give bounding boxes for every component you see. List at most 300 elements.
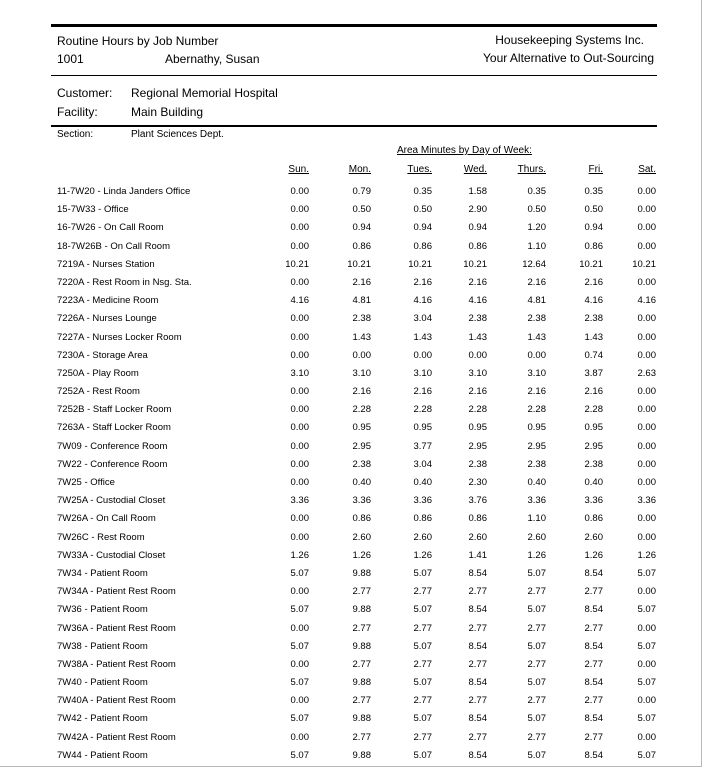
minutes-cell: 0.00 bbox=[290, 422, 309, 434]
minutes-cell: 3.10 bbox=[413, 367, 432, 379]
minutes-cell: 4.81 bbox=[527, 295, 546, 307]
minutes-cell: 2.16 bbox=[352, 386, 371, 398]
table-row bbox=[0, 310, 703, 328]
customer-value: Regional Memorial Hospital bbox=[131, 86, 278, 100]
minutes-cell: 0.00 bbox=[290, 276, 309, 288]
minutes-cell: 2.77 bbox=[468, 658, 487, 670]
area-name: 7223A - Medicine Room bbox=[57, 295, 159, 307]
minutes-cell: 0.00 bbox=[637, 440, 656, 452]
table-row bbox=[0, 383, 703, 401]
minutes-cell: 0.86 bbox=[413, 240, 432, 252]
minutes-cell: 5.07 bbox=[637, 640, 656, 652]
minutes-cell: 3.36 bbox=[637, 495, 656, 507]
minutes-cell: 0.00 bbox=[637, 331, 656, 343]
minutes-cell: 0.00 bbox=[290, 477, 309, 488]
area-name: 7W42A - Patient Rest Room bbox=[57, 731, 176, 743]
minutes-cell: 0.94 bbox=[413, 222, 432, 234]
minutes-cell: 0.35 bbox=[413, 186, 432, 197]
minutes-cell: 2.16 bbox=[527, 386, 546, 398]
minutes-cell: 0.86 bbox=[584, 240, 603, 252]
minutes-cell: 3.04 bbox=[413, 313, 432, 325]
minutes-cell: 3.36 bbox=[290, 495, 309, 507]
minutes-cell: 8.54 bbox=[468, 713, 487, 725]
area-name: 7219A - Nurses Station bbox=[57, 258, 155, 270]
minutes-cell: 5.07 bbox=[527, 604, 546, 616]
area-name: 7W22 - Conference Room bbox=[57, 458, 168, 470]
area-name: 7W40 - Patient Room bbox=[57, 677, 148, 689]
minutes-cell: 8.54 bbox=[468, 567, 487, 579]
minutes-cell: 2.77 bbox=[352, 622, 371, 634]
section-value: Plant Sciences Dept. bbox=[131, 129, 224, 140]
minutes-cell: 0.50 bbox=[352, 204, 371, 216]
minutes-cell: 2.77 bbox=[413, 586, 432, 598]
minutes-cell: 2.60 bbox=[527, 531, 546, 543]
minutes-cell: 0.95 bbox=[527, 422, 546, 434]
area-name: 7250A - Play Room bbox=[57, 367, 139, 379]
minutes-cell: 2.28 bbox=[584, 404, 603, 416]
minutes-cell: 1.43 bbox=[527, 331, 546, 343]
table-row bbox=[0, 547, 703, 565]
table-row bbox=[0, 292, 703, 310]
minutes-cell: 0.95 bbox=[584, 422, 603, 434]
area-name: 7226A - Nurses Lounge bbox=[57, 313, 157, 325]
minutes-cell: 2.77 bbox=[584, 658, 603, 670]
minutes-cell: 0.00 bbox=[637, 586, 656, 598]
minutes-cell: 2.77 bbox=[527, 695, 546, 707]
table-row bbox=[0, 365, 703, 383]
table-row bbox=[0, 492, 703, 510]
minutes-cell: 3.10 bbox=[290, 367, 309, 379]
minutes-cell: 0.00 bbox=[290, 531, 309, 543]
minutes-cell: 8.54 bbox=[584, 567, 603, 579]
area-name: 7W34A - Patient Rest Room bbox=[57, 586, 176, 598]
minutes-cell: 0.40 bbox=[584, 477, 603, 488]
minutes-cell: 3.10 bbox=[468, 367, 487, 379]
minutes-cell: 10.21 bbox=[463, 258, 487, 270]
minutes-cell: 2.28 bbox=[527, 404, 546, 416]
minutes-cell: 1.43 bbox=[413, 331, 432, 343]
minutes-cell: 3.36 bbox=[352, 495, 371, 507]
minutes-cell: 2.38 bbox=[584, 458, 603, 470]
minutes-cell: 2.28 bbox=[468, 404, 487, 416]
minutes-cell: 0.50 bbox=[413, 204, 432, 216]
day-header-mon: Mon. bbox=[348, 164, 371, 175]
day-header-thurs: Thurs. bbox=[517, 164, 546, 175]
minutes-cell: 2.77 bbox=[527, 731, 546, 743]
minutes-cell: 0.00 bbox=[637, 531, 656, 543]
minutes-cell: 5.07 bbox=[527, 640, 546, 652]
minutes-cell: 3.10 bbox=[527, 367, 546, 379]
minutes-cell: 0.00 bbox=[290, 622, 309, 634]
minutes-cell: 10.21 bbox=[285, 258, 309, 270]
minutes-cell: 1.43 bbox=[468, 331, 487, 343]
minutes-cell: 2.38 bbox=[468, 458, 487, 470]
minutes-cell: 9.88 bbox=[352, 713, 371, 725]
table-row bbox=[0, 474, 703, 492]
minutes-cell: 5.07 bbox=[290, 604, 309, 616]
minutes-cell: 0.00 bbox=[290, 222, 309, 234]
area-name: 7W44 - Patient Room bbox=[57, 749, 148, 761]
minutes-cell: 0.86 bbox=[352, 240, 371, 252]
minutes-cell: 0.00 bbox=[290, 240, 309, 252]
minutes-cell: 0.00 bbox=[637, 349, 656, 361]
minutes-cell: 2.60 bbox=[413, 531, 432, 543]
day-header-wed: Wed. bbox=[463, 164, 487, 175]
table-row bbox=[0, 401, 703, 419]
minutes-cell: 12.64 bbox=[522, 258, 546, 270]
minutes-cell: 9.88 bbox=[352, 604, 371, 616]
table-row bbox=[0, 601, 703, 619]
area-minutes-caption: Area Minutes by Day of Week: bbox=[397, 145, 532, 156]
minutes-cell: 0.00 bbox=[290, 513, 309, 525]
area-name: 7W25A - Custodial Closet bbox=[57, 495, 166, 507]
minutes-cell: 2.77 bbox=[413, 622, 432, 634]
minutes-cell: 5.07 bbox=[637, 677, 656, 689]
minutes-cell: 1.26 bbox=[352, 549, 371, 561]
minutes-cell: 5.07 bbox=[527, 749, 546, 761]
minutes-cell: 5.07 bbox=[413, 640, 432, 652]
minutes-cell: 2.77 bbox=[352, 586, 371, 598]
minutes-cell: 0.35 bbox=[527, 186, 546, 197]
area-name: 7252A - Rest Room bbox=[57, 386, 140, 398]
minutes-cell: 2.16 bbox=[584, 276, 603, 288]
table-row bbox=[0, 729, 703, 747]
area-name: 7227A - Nurses Locker Room bbox=[57, 331, 182, 343]
minutes-cell: 2.16 bbox=[584, 386, 603, 398]
minutes-cell: 2.77 bbox=[413, 731, 432, 743]
minutes-cell: 2.77 bbox=[527, 586, 546, 598]
minutes-cell: 3.36 bbox=[413, 495, 432, 507]
minutes-cell: 0.00 bbox=[637, 204, 656, 216]
minutes-cell: 2.38 bbox=[352, 458, 371, 470]
minutes-cell: 0.40 bbox=[352, 477, 371, 488]
minutes-cell: 2.95 bbox=[527, 440, 546, 452]
minutes-cell: 5.07 bbox=[637, 567, 656, 579]
minutes-cell: 0.00 bbox=[290, 204, 309, 216]
minutes-cell: 9.88 bbox=[352, 640, 371, 652]
minutes-cell: 0.86 bbox=[468, 240, 487, 252]
area-minutes-table bbox=[0, 183, 703, 765]
minutes-cell: 2.16 bbox=[527, 276, 546, 288]
minutes-cell: 3.77 bbox=[413, 440, 432, 452]
minutes-cell: 5.07 bbox=[637, 604, 656, 616]
minutes-cell: 2.28 bbox=[352, 404, 371, 416]
day-header-sun: Sun. bbox=[288, 164, 309, 175]
area-name: 7W33A - Custodial Closet bbox=[57, 549, 166, 561]
minutes-cell: 0.00 bbox=[290, 586, 309, 598]
minutes-cell: 8.54 bbox=[584, 640, 603, 652]
minutes-cell: 8.54 bbox=[468, 604, 487, 616]
day-header-fri: Fri. bbox=[588, 164, 603, 175]
minutes-cell: 5.07 bbox=[290, 713, 309, 725]
minutes-cell: 0.00 bbox=[637, 222, 656, 234]
minutes-cell: 0.00 bbox=[290, 349, 309, 361]
minutes-cell: 3.04 bbox=[413, 458, 432, 470]
table-row bbox=[0, 638, 703, 656]
minutes-cell: 2.90 bbox=[468, 204, 487, 216]
minutes-cell: 5.07 bbox=[637, 749, 656, 761]
minutes-cell: 4.16 bbox=[290, 295, 309, 307]
minutes-cell: 2.77 bbox=[352, 695, 371, 707]
minutes-cell: 2.38 bbox=[352, 313, 371, 325]
minutes-cell: 5.07 bbox=[527, 713, 546, 725]
minutes-cell: 0.00 bbox=[290, 404, 309, 416]
minutes-cell: 5.07 bbox=[413, 749, 432, 761]
minutes-cell: 2.38 bbox=[527, 313, 546, 325]
minutes-cell: 5.07 bbox=[290, 640, 309, 652]
minutes-cell: 0.00 bbox=[637, 477, 656, 488]
minutes-cell: 2.38 bbox=[527, 458, 546, 470]
table-row bbox=[0, 710, 703, 728]
table-row bbox=[0, 219, 703, 237]
minutes-cell: 1.10 bbox=[527, 513, 546, 525]
minutes-cell: 2.16 bbox=[468, 386, 487, 398]
table-row bbox=[0, 419, 703, 437]
minutes-cell: 5.07 bbox=[413, 567, 432, 579]
minutes-cell: 1.43 bbox=[352, 331, 371, 343]
minutes-cell: 0.00 bbox=[637, 313, 656, 325]
minutes-cell: 0.00 bbox=[637, 622, 656, 634]
table-row bbox=[0, 583, 703, 601]
minutes-cell: 2.95 bbox=[468, 440, 487, 452]
table-row bbox=[0, 201, 703, 219]
minutes-cell: 0.00 bbox=[290, 458, 309, 470]
area-name: 7W09 - Conference Room bbox=[57, 440, 168, 452]
minutes-cell: 2.95 bbox=[584, 440, 603, 452]
minutes-cell: 2.60 bbox=[584, 531, 603, 543]
area-name: 7230A - Storage Area bbox=[57, 349, 148, 361]
minutes-cell: 0.00 bbox=[290, 386, 309, 398]
minutes-cell: 4.16 bbox=[468, 295, 487, 307]
minutes-cell: 0.00 bbox=[637, 695, 656, 707]
minutes-cell: 0.50 bbox=[584, 204, 603, 216]
minutes-cell: 0.50 bbox=[527, 204, 546, 216]
section-rule bbox=[51, 125, 657, 127]
table-row bbox=[0, 438, 703, 456]
minutes-cell: 1.26 bbox=[413, 549, 432, 561]
minutes-cell: 1.26 bbox=[584, 549, 603, 561]
minutes-cell: 0.00 bbox=[637, 458, 656, 470]
area-name: 7W26C - Rest Room bbox=[57, 531, 145, 543]
minutes-cell: 0.86 bbox=[352, 513, 371, 525]
area-name: 7W38A - Patient Rest Room bbox=[57, 658, 176, 670]
table-row bbox=[0, 529, 703, 547]
area-name: 7263A - Staff Locker Room bbox=[57, 422, 171, 434]
minutes-cell: 2.95 bbox=[352, 440, 371, 452]
job-number: 1001 bbox=[57, 52, 84, 66]
day-header-sat: Sat. bbox=[638, 164, 656, 175]
minutes-cell: 0.94 bbox=[352, 222, 371, 234]
company-name: Housekeeping Systems Inc. bbox=[495, 33, 644, 47]
table-row bbox=[0, 747, 703, 765]
minutes-cell: 2.77 bbox=[584, 695, 603, 707]
minutes-cell: 10.21 bbox=[579, 258, 603, 270]
customer-label: Customer: bbox=[57, 86, 113, 100]
minutes-cell: 0.00 bbox=[637, 658, 656, 670]
minutes-cell: 4.81 bbox=[352, 295, 371, 307]
minutes-cell: 0.86 bbox=[468, 513, 487, 525]
minutes-cell: 5.07 bbox=[527, 567, 546, 579]
minutes-cell: 0.74 bbox=[584, 349, 603, 361]
table-row bbox=[0, 274, 703, 292]
minutes-cell: 9.88 bbox=[352, 677, 371, 689]
area-name: 7W25 - Office bbox=[57, 477, 115, 488]
employee-name: Abernathy, Susan bbox=[165, 52, 260, 66]
minutes-cell: 5.07 bbox=[527, 677, 546, 689]
minutes-cell: 2.77 bbox=[468, 622, 487, 634]
minutes-cell: 0.00 bbox=[290, 313, 309, 325]
minutes-cell: 0.40 bbox=[413, 477, 432, 488]
minutes-cell: 0.94 bbox=[468, 222, 487, 234]
minutes-cell: 9.88 bbox=[352, 567, 371, 579]
facility-label: Facility: bbox=[57, 105, 98, 119]
facility-value: Main Building bbox=[131, 105, 204, 119]
minutes-cell: 0.79 bbox=[352, 186, 371, 197]
minutes-cell: 10.21 bbox=[347, 258, 371, 270]
area-name: 7252B - Staff Locker Room bbox=[57, 404, 172, 416]
area-name: 7W38 - Patient Room bbox=[57, 640, 148, 652]
minutes-cell: 2.77 bbox=[352, 731, 371, 743]
area-name: 7W42 - Patient Room bbox=[57, 713, 148, 725]
minutes-cell: 0.00 bbox=[290, 440, 309, 452]
minutes-cell: 0.00 bbox=[290, 658, 309, 670]
minutes-cell: 2.16 bbox=[413, 386, 432, 398]
section-label: Section: bbox=[57, 129, 94, 140]
minutes-cell: 2.77 bbox=[527, 658, 546, 670]
minutes-cell: 2.77 bbox=[527, 622, 546, 634]
minutes-cell: 0.00 bbox=[290, 731, 309, 743]
area-name: 18-7W26B - On Call Room bbox=[57, 240, 170, 252]
minutes-cell: 0.00 bbox=[413, 349, 432, 361]
minutes-cell: 0.00 bbox=[290, 695, 309, 707]
minutes-cell: 2.77 bbox=[413, 695, 432, 707]
area-name: 7W36 - Patient Room bbox=[57, 604, 148, 616]
table-row bbox=[0, 692, 703, 710]
minutes-cell: 8.54 bbox=[584, 604, 603, 616]
minutes-cell: 2.60 bbox=[468, 531, 487, 543]
table-row bbox=[0, 183, 703, 201]
minutes-cell: 2.77 bbox=[352, 658, 371, 670]
minutes-cell: 2.77 bbox=[584, 622, 603, 634]
minutes-cell: 2.38 bbox=[584, 313, 603, 325]
minutes-cell: 10.21 bbox=[408, 258, 432, 270]
minutes-cell: 9.88 bbox=[352, 749, 371, 761]
minutes-cell: 1.41 bbox=[468, 549, 487, 561]
minutes-cell: 2.16 bbox=[413, 276, 432, 288]
table-row bbox=[0, 456, 703, 474]
minutes-cell: 2.77 bbox=[413, 658, 432, 670]
minutes-cell: 2.16 bbox=[352, 276, 371, 288]
area-name: 11-7W20 - Linda Janders Office bbox=[57, 186, 191, 197]
minutes-cell: 0.00 bbox=[637, 186, 656, 197]
minutes-cell: 0.00 bbox=[290, 186, 309, 197]
minutes-cell: 0.95 bbox=[352, 422, 371, 434]
minutes-cell: 0.86 bbox=[413, 513, 432, 525]
minutes-cell: 1.10 bbox=[527, 240, 546, 252]
minutes-cell: 1.43 bbox=[584, 331, 603, 343]
company-tagline: Your Alternative to Out-Sourcing bbox=[483, 51, 654, 65]
area-name: 7W26A - On Call Room bbox=[57, 513, 156, 525]
minutes-cell: 2.77 bbox=[468, 695, 487, 707]
minutes-cell: 2.77 bbox=[468, 731, 487, 743]
header-top-rule bbox=[51, 24, 657, 27]
minutes-cell: 8.54 bbox=[468, 749, 487, 761]
minutes-cell: 1.26 bbox=[637, 549, 656, 561]
minutes-cell: 0.00 bbox=[637, 513, 656, 525]
area-name: 7220A - Rest Room in Nsg. Sta. bbox=[57, 276, 192, 288]
table-row bbox=[0, 674, 703, 692]
minutes-cell: 8.54 bbox=[584, 677, 603, 689]
minutes-cell: 4.16 bbox=[584, 295, 603, 307]
minutes-cell: 0.00 bbox=[637, 276, 656, 288]
minutes-cell: 8.54 bbox=[584, 749, 603, 761]
area-name: 16-7W26 - On Call Room bbox=[57, 222, 164, 234]
minutes-cell: 1.26 bbox=[290, 549, 309, 561]
minutes-cell: 4.16 bbox=[413, 295, 432, 307]
minutes-cell: 3.36 bbox=[527, 495, 546, 507]
table-row bbox=[0, 238, 703, 256]
minutes-cell: 1.58 bbox=[468, 186, 487, 197]
minutes-cell: 0.00 bbox=[290, 331, 309, 343]
minutes-cell: 2.28 bbox=[413, 404, 432, 416]
area-name: 7W40A - Patient Rest Room bbox=[57, 695, 176, 707]
minutes-cell: 2.38 bbox=[468, 313, 487, 325]
minutes-cell: 0.00 bbox=[468, 349, 487, 361]
minutes-cell: 3.87 bbox=[584, 367, 603, 379]
table-row bbox=[0, 256, 703, 274]
area-name: 15-7W33 - Office bbox=[57, 204, 129, 216]
minutes-cell: 0.35 bbox=[584, 186, 603, 197]
minutes-cell: 1.26 bbox=[527, 549, 546, 561]
minutes-cell: 4.16 bbox=[637, 295, 656, 307]
minutes-cell: 0.00 bbox=[637, 422, 656, 434]
minutes-cell: 2.16 bbox=[468, 276, 487, 288]
minutes-cell: 0.86 bbox=[584, 513, 603, 525]
minutes-cell: 5.07 bbox=[413, 677, 432, 689]
minutes-cell: 2.63 bbox=[637, 367, 656, 379]
minutes-cell: 0.40 bbox=[527, 477, 546, 488]
minutes-cell: 0.00 bbox=[637, 386, 656, 398]
minutes-cell: 8.54 bbox=[468, 677, 487, 689]
area-name: 7W36A - Patient Rest Room bbox=[57, 622, 176, 634]
minutes-cell: 3.76 bbox=[468, 495, 487, 507]
minutes-cell: 2.77 bbox=[584, 731, 603, 743]
minutes-cell: 2.60 bbox=[352, 531, 371, 543]
minutes-cell: 0.00 bbox=[527, 349, 546, 361]
minutes-cell: 5.07 bbox=[413, 713, 432, 725]
minutes-cell: 0.95 bbox=[468, 422, 487, 434]
report-title: Routine Hours by Job Number bbox=[57, 34, 219, 48]
minutes-cell: 2.77 bbox=[468, 586, 487, 598]
minutes-cell: 0.94 bbox=[584, 222, 603, 234]
table-row bbox=[0, 565, 703, 583]
table-row bbox=[0, 656, 703, 674]
table-row bbox=[0, 329, 703, 347]
minutes-cell: 5.07 bbox=[637, 713, 656, 725]
area-name: 7W34 - Patient Room bbox=[57, 567, 148, 579]
minutes-cell: 8.54 bbox=[468, 640, 487, 652]
minutes-cell: 0.00 bbox=[637, 404, 656, 416]
minutes-cell: 0.00 bbox=[637, 731, 656, 743]
minutes-cell: 2.30 bbox=[468, 477, 487, 488]
table-row bbox=[0, 620, 703, 638]
minutes-cell: 0.95 bbox=[413, 422, 432, 434]
header-separator bbox=[51, 75, 657, 76]
minutes-cell: 0.00 bbox=[352, 349, 371, 361]
minutes-cell: 8.54 bbox=[584, 713, 603, 725]
minutes-cell: 0.00 bbox=[637, 240, 656, 252]
day-header-tues: Tues. bbox=[407, 164, 432, 175]
